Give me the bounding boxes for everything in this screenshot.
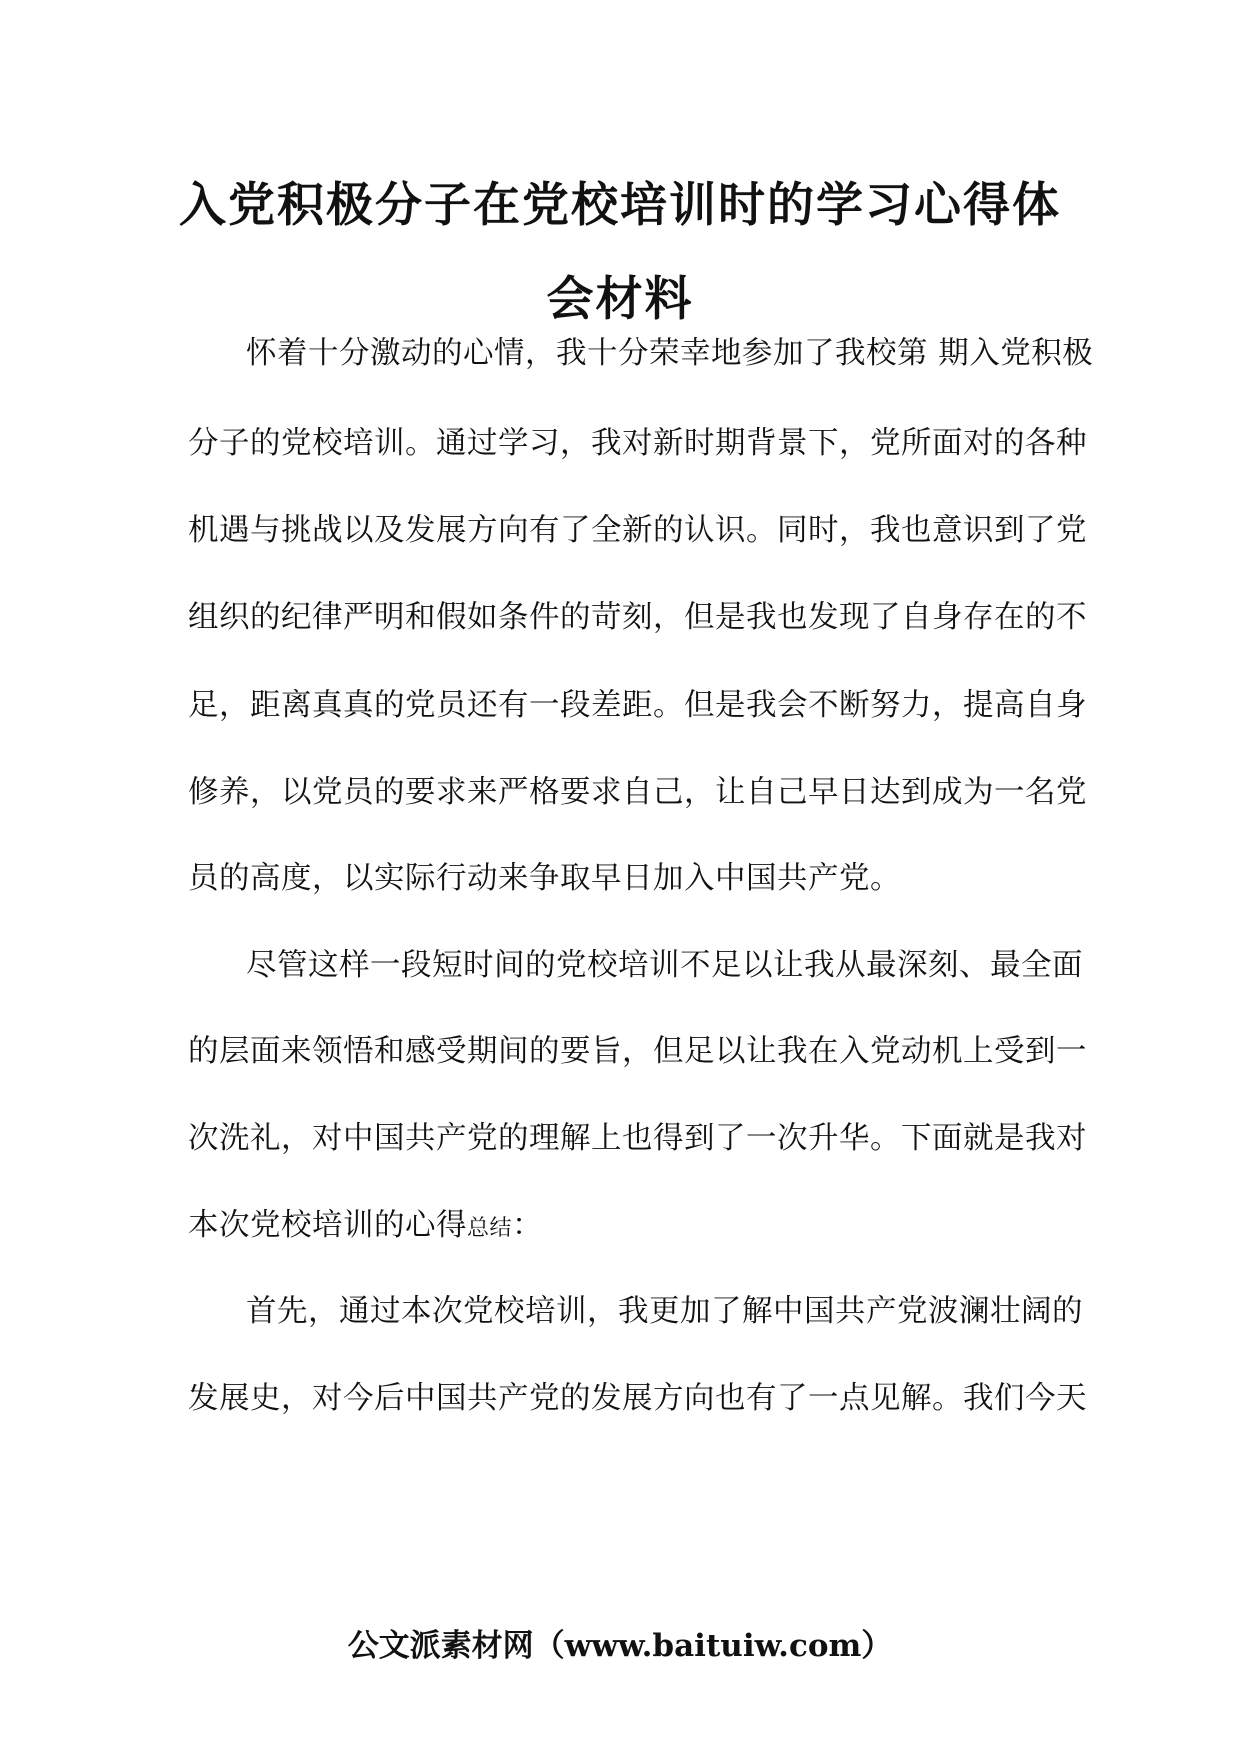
paragraph-2-line-1: 尽管这样一段短时间的党校培训不足以让我从最深刻、最全面 [246, 948, 1083, 983]
paragraph-2-line-4-small: 总结 [467, 1216, 513, 1241]
paragraph-1-line-7: 员的高度，以实际行动来争取早日加入中国共产党。 [188, 861, 901, 896]
paragraph-1-line-2: 分子的党校培训。通过学习，我对新时期背景下，党所面对的各种 [188, 426, 1087, 461]
paragraph-1-line-6: 修养，以党员的要求来严格要求自己，让自己早日达到成为一名党 [188, 775, 1087, 810]
paragraph-3-line-1: 首先，通过本次党校培训，我更加了解中国共产党波澜壮阔的 [246, 1294, 1083, 1329]
paragraph-2-line-4-main: 本次党校培训的心得 [188, 1208, 467, 1243]
paragraph-1-line-3: 机遇与挑战以及发展方向有了全新的认识。同时，我也意识到了党 [188, 513, 1087, 548]
paragraph-2-line-2: 的层面来领悟和感受期间的要旨，但足以让我在入党动机上受到一 [188, 1034, 1087, 1069]
paragraph-2-line-4-tail: ： [512, 1208, 544, 1243]
paragraph-1-line-1: 怀着十分激动的心情，我十分荣幸地参加了我校第 期入党积极 [246, 336, 1094, 371]
paragraph-1-line-4: 组织的纪律严明和假如条件的苛刻，但是我也发现了自身存在的不 [188, 600, 1087, 635]
paragraph-3-line-2: 发展史，对今后中国共产党的发展方向也有了一点见解。我们今天 [188, 1381, 1087, 1416]
document-title-line-1: 入党积极分子在党校培训时的学习心得体 [179, 178, 1061, 233]
footer-watermark: 公文派素材网（www.baituiw.com） [347, 1628, 893, 1664]
paragraph-2-line-4 [188, 1200, 543, 1244]
paragraph-2-line-3: 次洗礼，对中国共产党的理解上也得到了一次升华。下面就是我对 [188, 1121, 1087, 1156]
paragraph-1-line-5: 足，距离真真的党员还有一段差距。但是我会不断努力，提高自身 [188, 688, 1087, 723]
document-title-line-2: 会材料 [546, 272, 694, 327]
